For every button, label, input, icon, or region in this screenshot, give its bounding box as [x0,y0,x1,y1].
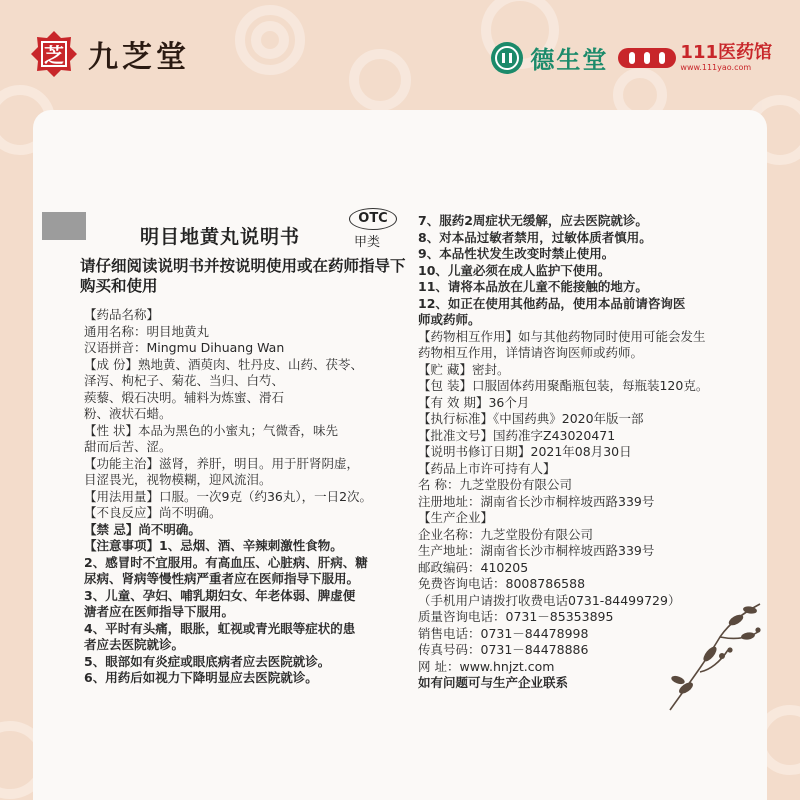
right-line: 7、服药2周症状无缓解，应去医院就诊。 [418,213,648,228]
right-line: 【包 装】口服固体药用聚酯瓶包装，每瓶装120克。 [418,378,709,393]
brand-partners [490,40,772,75]
right-line: 名 称：九芝堂股份有限公司 [418,477,572,492]
right-line: 【说明书修订日期】2021年08月30日 [418,444,632,459]
right-line: 11、请将本品放在儿童不能接触的地方。 [418,279,648,294]
right-line: 【生产企业】 [418,510,494,525]
left-line: 者应去医院就诊。 [84,637,185,652]
left-line: 溏者应在医师指导下服用。 [84,604,235,619]
right-line: 8、对本品过敏者禁用，过敏体质者慎用。 [418,229,652,245]
right-line: 【药品上市许可持有人】 [418,460,556,476]
left-line: 【不良反应】尚不明确。 [84,505,222,520]
pharmacy-name: 111医药馆 [680,41,772,63]
right-line: 10、儿童必须在成人监护下使用。 [418,262,611,278]
left-line: 5、眼部如有炎症或眼底病者应去医院就诊。 [84,653,331,669]
left-line: 2、感冒时不宜服用。有高血压、心脏病、肝病、糖 [84,554,368,570]
right-line: 免费咨询电话：8008786588 [418,576,586,591]
right-line: 【药物相互作用】如与其他药物同时使用可能会发生 [418,328,706,344]
deshengtang-logo-icon [490,41,524,75]
left-line: 目涩畏光，视物模糊，迎风流泪。 [84,472,272,487]
left-line: 【性 状】本品为黑色的小蜜丸；气微香，味先 [84,422,338,438]
right-line: 如有问题可与生产企业联系 [418,675,569,690]
left-line: 汉语拼音：Mingmu Dihuang Wan [84,340,285,355]
redacted-box [42,212,86,240]
otc-badge: OTC [349,208,397,230]
document-title: 明目地黄丸说明书 [140,226,301,248]
right-line: 【批准文号】国药准字Z43020471 [418,427,616,443]
right-line: 药物相互作用，详情请咨询医师或药师。 [418,345,644,360]
pharmacy-111-logo-icon [618,47,676,69]
jiuzhitang-seal-logo [30,30,78,78]
left-line: 【用法用量】口服。一次9克（约36丸），一日2次。 [84,488,373,504]
reading-notice: 请仔细阅读说明书并按说明使用或在药师指导下购买和使用 [80,257,406,295]
otc-class-label: 甲类 [354,235,381,250]
right-line: 【贮 藏】密封。 [418,361,510,377]
right-line: 注册地址：湖南省长沙市桐梓坡西路339号 [418,493,655,509]
left-line: 泽泻、枸杞子、菊花、当归、白芍、 [84,373,285,388]
right-line: 生产地址：湖南省长沙市桐梓坡西路339号 [418,543,655,558]
left-column [84,307,409,687]
left-line: 【成 份】熟地黄、酒萸肉、牡丹皮、山药、茯苓、 [84,356,363,372]
right-line: 网 址：www.hnjzt.com [418,658,555,674]
brand-jiuzhitang [30,30,190,78]
left-line: 3、儿童、孕妇、哺乳期妇女、年老体弱、脾虚便 [84,587,356,603]
deshengtang-name: 德生堂 [530,46,609,74]
left-line: 【禁 忌】尚不明确。 [84,521,201,537]
right-line: 销售电话：0731－84478998 [418,625,589,641]
pharmacy-url: www.111yao.com [680,62,752,72]
left-line: 【功能主治】滋肾，养肝，明目。用于肝肾阴虚， [84,455,360,471]
right-line: 12、如正在使用其他药品，使用本品前请咨询医 [418,295,686,311]
left-line: 甜而后苦、涩。 [84,439,172,454]
right-line: 【执行标准】《中国药典》2020年版一部 [418,411,644,426]
left-line: 6、用药后如视力下降明显应去医院就诊。 [84,670,318,685]
right-line: 9、本品性状发生改变时禁止使用。 [418,246,615,261]
right-line: 质量咨询电话：0731－85353895 [418,609,614,624]
left-line: 【注意事项】1、忌烟、酒、辛辣刺激性食物。 [84,538,343,553]
seal-char: 芝 [44,43,64,67]
right-line: （手机用户请拨打收费电话0731-84499729） [418,592,681,608]
left-line: 【药品名称】 [84,307,160,322]
right-line: 邮政编码：410205 [418,559,529,575]
left-line: 尿病、肾病等慢性病严重者应在医师指导下服用。 [84,571,360,586]
right-line: 师或药师。 [418,312,481,327]
right-line: 【有 效 期】36个月 [418,394,530,410]
left-line: 粉、液状石蜡。 [84,406,172,421]
brand-left-name: 九芝堂 [88,40,190,75]
header [0,0,800,110]
left-line: 4、平时有头痛，眼胀，虹视或青光眼等症状的患 [84,620,356,636]
right-line: 传真号码：0731－84478886 [418,642,589,657]
left-line: 蒺藜、煅石决明。辅料为炼蜜、滑石 [84,389,285,405]
left-line: 通用名称：明目地黄丸 [84,323,210,339]
plant-illustration-icon [650,592,770,712]
right-line: 企业名称：九芝堂股份有限公司 [418,526,594,542]
